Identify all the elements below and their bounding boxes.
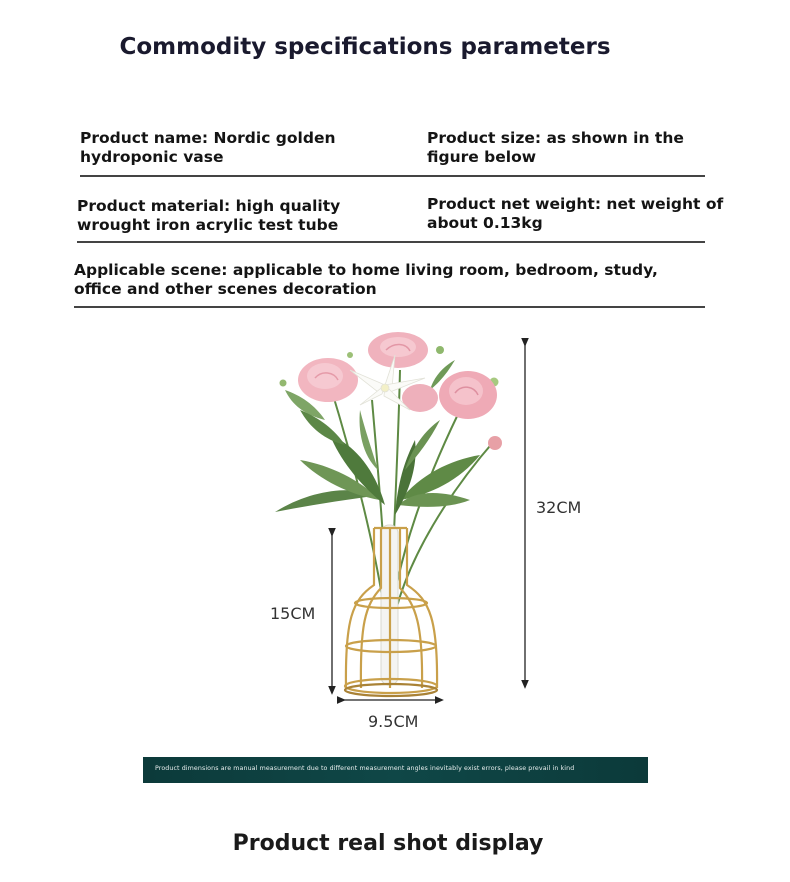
spec-product-name-line2: hydroponic vase [80, 148, 224, 166]
spec-product-material-line2: wrought iron acrylic test tube [77, 216, 339, 234]
page-title: Commodity specifications parameters [119, 34, 611, 60]
section-title: Product real shot display [232, 831, 544, 856]
measurement-notice-banner [143, 757, 648, 783]
spec-product-name-line1: Product name: Nordic golden [80, 129, 336, 147]
spec-product-weight-line1: Product net weight: net weight of [427, 195, 724, 213]
rose-flowers [298, 332, 497, 419]
spec-product-size-line1: Product size: as shown in the [427, 129, 684, 147]
total-height-label: 32CM [536, 498, 582, 517]
golden-vase-frame [345, 528, 437, 696]
spec-applicable-scene-line2: office and other scenes decoration [74, 280, 377, 298]
vase-height-label: 15CM [270, 604, 316, 623]
spec-product-material-line1: Product material: high quality [77, 197, 341, 215]
spec-product-size-line2: figure below [427, 148, 537, 166]
spec-product-weight-line2: about 0.13kg [427, 214, 543, 232]
vase-width-label: 9.5CM [368, 712, 419, 731]
measurement-notice-text: Product dimensions are manual measurement due to different measurement angles inevitably exist errors, please prevail in kind [155, 765, 575, 772]
spec-applicable-scene-line1: Applicable scene: applicable to home living room, bedroom, study, [74, 261, 658, 279]
